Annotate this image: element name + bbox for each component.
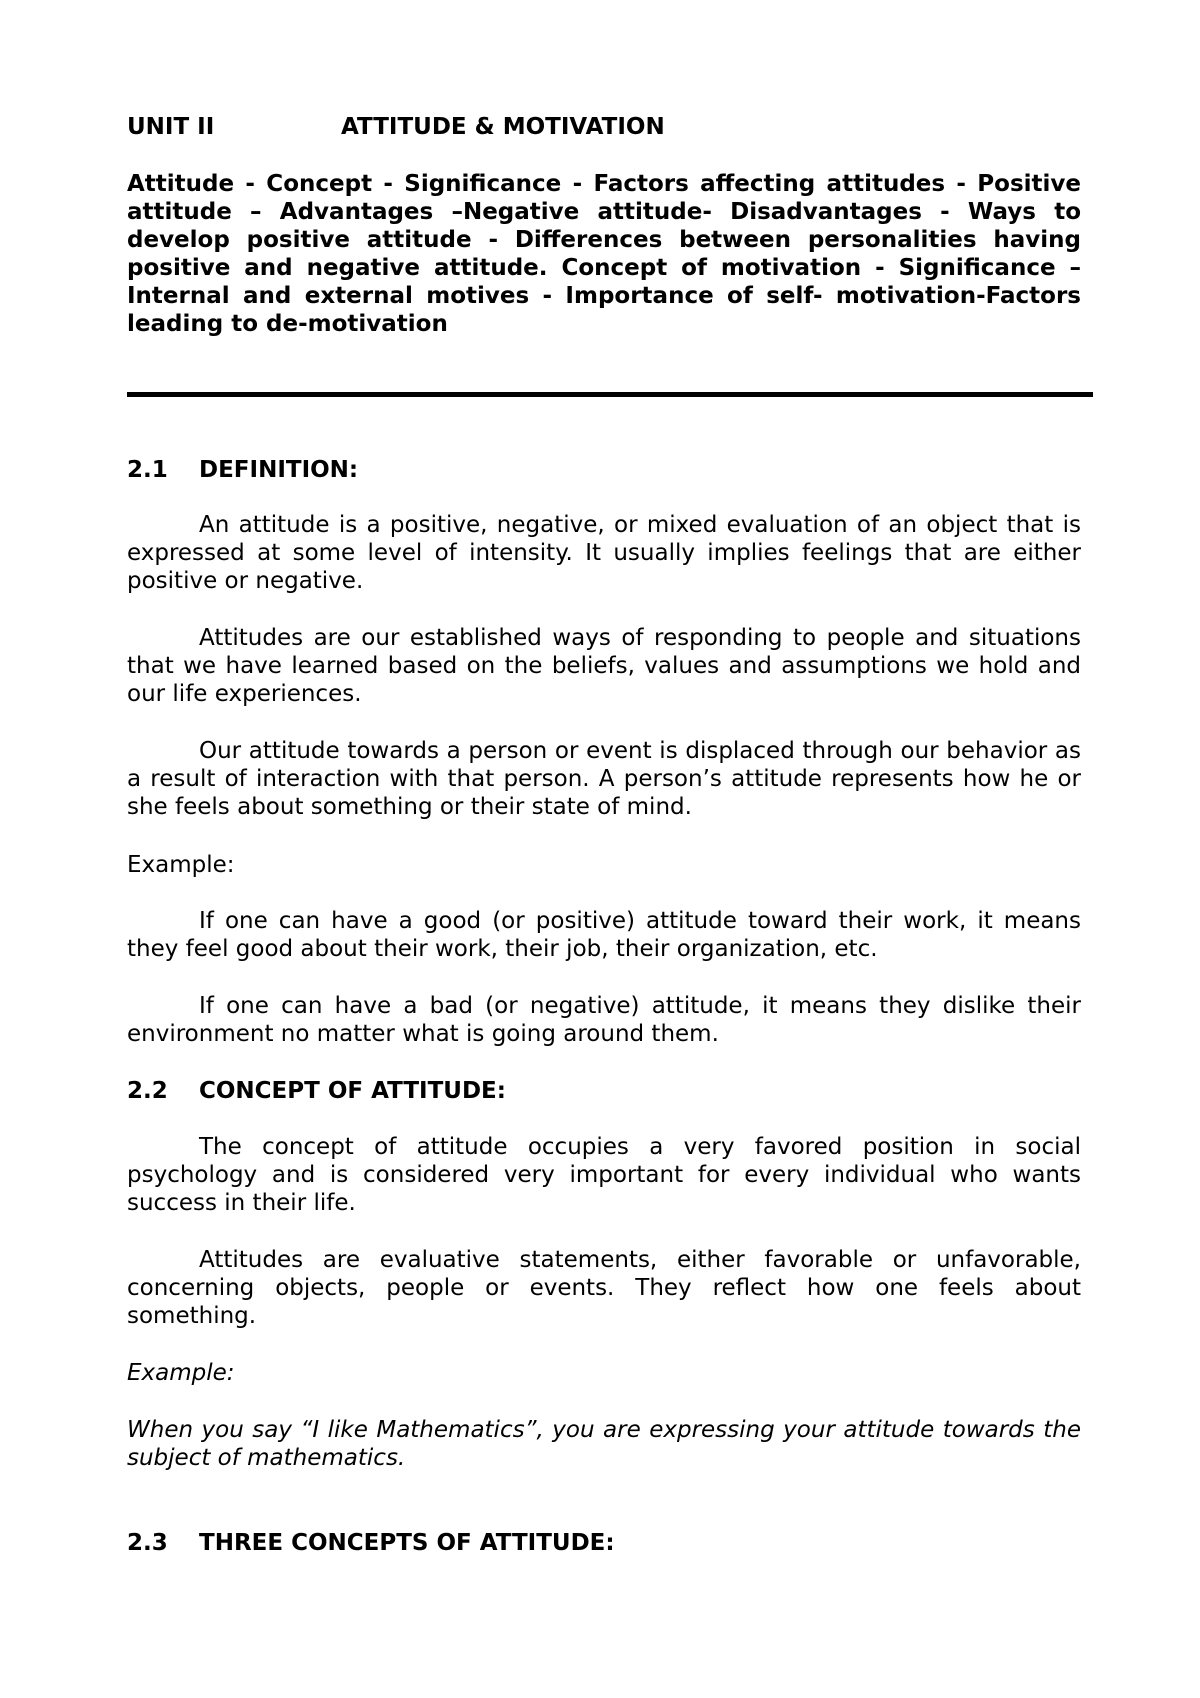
unit-title: ATTITUDE & MOTIVATION	[341, 114, 665, 140]
unit-header	[127, 113, 665, 141]
paragraph-definition-3: Our attitude towards a person or event is displaced through our behavior as a result of interaction with that person. A person’s attitude represents how he or she feels about something or their state of mind.	[127, 738, 1081, 820]
paragraph-concept-2: Attitudes are evaluative statements, either favorable or unfavorable, concerning objects, people or events. They reflect how one feels about something.	[127, 1247, 1081, 1329]
section-number: 2.3	[127, 1530, 168, 1556]
section-title: THREE CONCEPTS OF ATTITUDE:	[199, 1530, 615, 1556]
section-title: DEFINITION:	[199, 457, 359, 483]
section-number: 2.1	[127, 457, 168, 483]
horizontal-divider	[127, 392, 1093, 397]
paragraph-definition-2: Attitudes are our established ways of responding to people and situations that we have learned based on the beliefs, values and assumptions we hold and our life experiences.	[127, 625, 1081, 707]
paragraph-concept-1: The concept of attitude occupies a very favored position in social psychology and is considered very important for every individual who wants success in their life.	[127, 1134, 1081, 1216]
section-heading-2-3	[127, 1529, 615, 1557]
section-title: CONCEPT OF ATTITUDE:	[199, 1078, 506, 1104]
syllabus-summary: Attitude - Concept - Significance - Factors affecting attitudes - Positive attitude – Advantages –Negative attitude- Disadvantages - Ways to develop positive attitude - Differences between personalities having positive and negative attitude. Concept of motivation - Significance – Internal and external motives - Importance of self- motivation-Factors leading to de-motivation	[127, 171, 1081, 337]
example-positive: If one can have a good (or positive) attitude toward their work, it means they feel good about their work, their job, their organization, etc.	[127, 908, 1081, 962]
example-label: Example:	[127, 852, 235, 878]
example-mathematics: When you say “I like Mathematics”, you are expressing your attitude towards the subject of mathematics.	[127, 1417, 1081, 1471]
section-heading-2-2	[127, 1077, 506, 1105]
section-heading-2-1	[127, 456, 358, 484]
example-negative: If one can have a bad (or negative) attitude, it means they dislike their environment no matter what is going around them.	[127, 993, 1081, 1047]
section-number: 2.2	[127, 1078, 168, 1104]
example-label-italic: Example:	[127, 1360, 235, 1386]
unit-label: UNIT II	[127, 114, 215, 140]
paragraph-definition-1: An attitude is a positive, negative, or mixed evaluation of an object that is expressed at some level of intensity. It usually implies feelings that are either positive or negative.	[127, 512, 1081, 594]
